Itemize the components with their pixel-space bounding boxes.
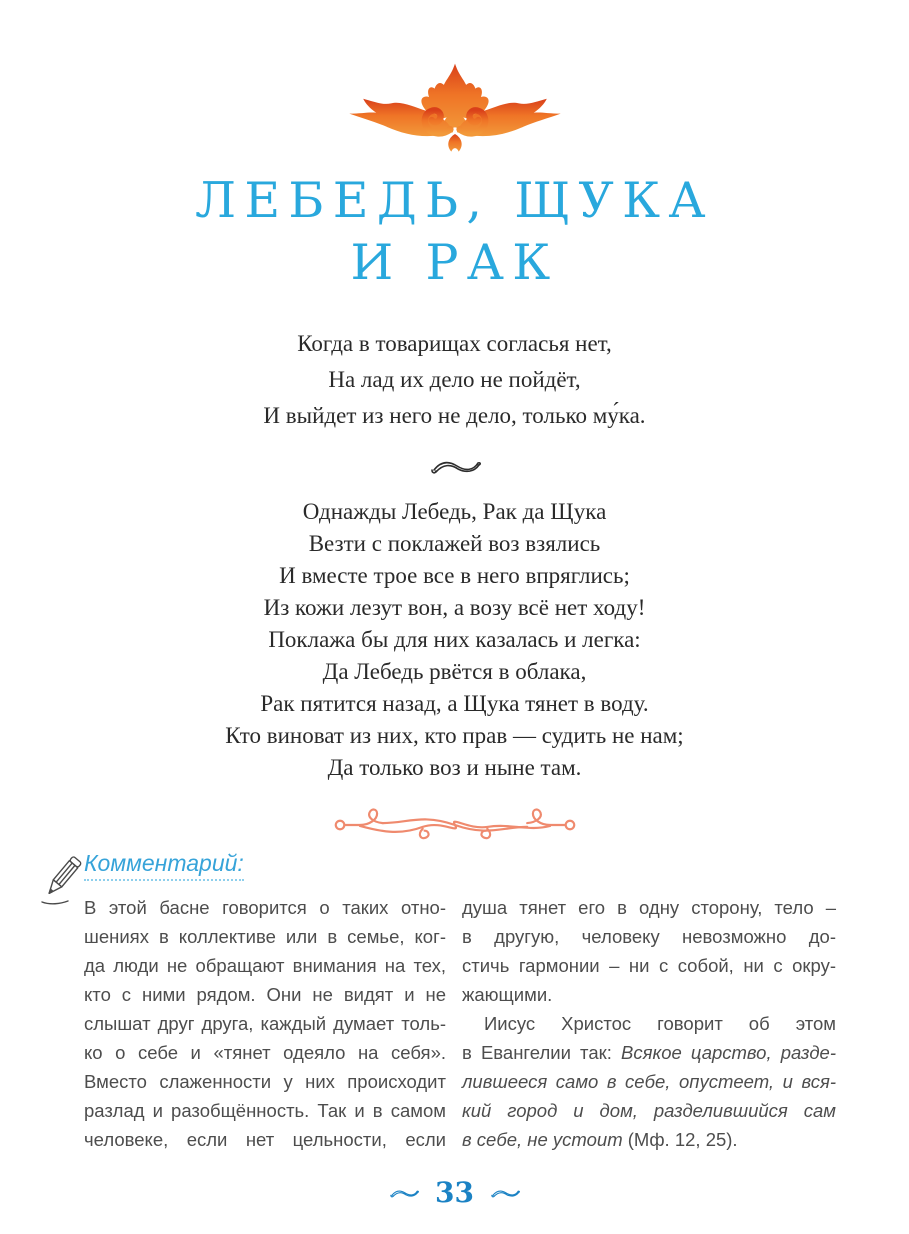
epigraph-line: И выйдет из него не дело, только му́ка. — [263, 403, 646, 428]
commentary-line: Вместо слаженности у них происходит — [84, 1071, 446, 1092]
commentary-line: в другую, человеку невозможно до- — [462, 926, 836, 947]
fable-title — [0, 170, 909, 294]
commentary-line: человеке, если нет цельности, если — [84, 1129, 446, 1150]
scripture-reference: (Мф. 12, 25). — [622, 1129, 738, 1150]
epigraph-line: На лад их дело не пойдёт, — [328, 367, 581, 392]
commentary-line — [462, 1067, 836, 1096]
tilde-right-icon — [486, 1185, 524, 1201]
poem-line: Везти с поклажей воз взялись — [308, 531, 601, 556]
scripture-quote: Всякое царство, разде- — [620, 1042, 836, 1063]
poem-line: Из кожи лезут вон, а возу всё нет ходу! — [263, 595, 646, 620]
commentary-line: Иисус Христос говорит об этом — [484, 1013, 836, 1034]
poem-line: Да только воз и ныне там. — [327, 755, 582, 780]
commentary-line — [462, 1038, 836, 1067]
commentary-line: шениях в коллективе или в семье, ког- — [84, 926, 446, 947]
commentary-column-right — [462, 893, 836, 1154]
scripture-quote: лившееся само в себе, опустеет, и вся- — [462, 1071, 836, 1092]
acanthus-ornament-icon — [341, 58, 569, 160]
scripture-quote: в себе, не устоит — [462, 1129, 623, 1150]
poem-line: Да Лебедь рвётся в облака, — [322, 659, 587, 684]
poem-line: Однажды Лебедь, Рак да Щука — [302, 499, 607, 524]
commentary-column-left — [84, 893, 446, 1154]
poem-line: И вместе трое все в него впряглись; — [279, 563, 630, 588]
commentary-line: да люди не обращают внимания на тех, — [84, 955, 446, 976]
pencil-icon — [40, 852, 86, 908]
commentary-line: В этой басне говорится о таких отно- — [84, 897, 446, 918]
commentary-line: ко о себе и «тянет одеяло на себя». — [84, 1042, 446, 1063]
poem-line: Кто виноват из них, кто прав — судить не нам; — [225, 723, 684, 748]
poem-line: Поклажа бы для них казалась и легка: — [268, 627, 641, 652]
tilde-swash-icon — [427, 452, 483, 480]
fable-text — [0, 496, 909, 784]
page-number: 33 — [435, 1176, 474, 1209]
commentary-heading: Комментарий: — [84, 850, 244, 881]
page-footer — [0, 1176, 909, 1209]
commentary-line — [462, 1125, 836, 1154]
commentary-columns — [84, 893, 836, 1154]
commentary-line — [462, 1096, 836, 1125]
commentary-line: стичь гармонии – ни с собой, ни с окру- — [462, 955, 836, 976]
commentary-line: жающими. — [462, 984, 553, 1005]
swirl-flourish-icon — [329, 806, 581, 844]
commentary-text: в Евангелии так: — [462, 1042, 621, 1063]
epigraph — [0, 326, 909, 434]
tilde-left-icon — [385, 1185, 423, 1201]
commentary-section — [0, 850, 909, 1154]
commentary-line: слышат друг друга, каждый думает толь- — [84, 1013, 446, 1034]
commentary-line: разлад и разобщённость. Так и в самом — [84, 1100, 446, 1121]
commentary-line: душа тянет его в одну сторону, тело – — [462, 897, 836, 918]
poem-line: Рак пятится назад, а Щука тянет в воду. — [260, 691, 649, 716]
commentary-line: кто с ними рядом. Они не видят и не — [84, 984, 446, 1005]
epigraph-line: Когда в товарищах согласья нет, — [297, 331, 612, 356]
fable-title-line2: И РАК — [350, 234, 559, 291]
scripture-quote: кий город и дом, разделившийся сам — [462, 1100, 836, 1121]
fable-title-line1: ЛЕБЕДЬ, ЩУКА — [195, 172, 714, 229]
